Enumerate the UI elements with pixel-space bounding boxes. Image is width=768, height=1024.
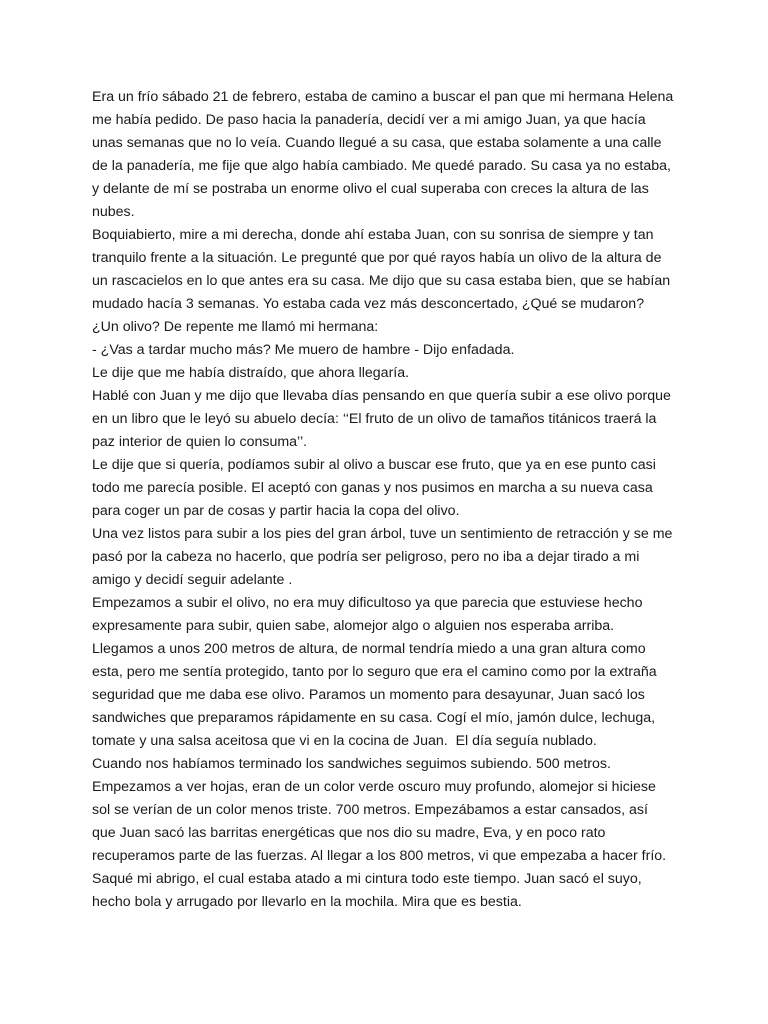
story-text	[92, 86, 692, 914]
text-line: pasó por la cabeza no hacerlo, que podría ser peligroso, pero no iba a dejar tirado a mi	[92, 549, 640, 565]
text-line: expresamente para subir, quien sabe, alomejor algo o alguien nos esperaba arriba.	[92, 618, 615, 634]
text-line: - ¿Vas a tardar mucho más? Me muero de hambre - Dijo enfadada.	[92, 342, 515, 358]
text-line: Hablé con Juan y me dijo que llevaba días pensando en que quería subir a ese olivo porque	[92, 388, 671, 404]
text-line: un rascacielos en lo que antes era su casa. Me dijo que su casa estaba bien, que se habían	[92, 273, 671, 289]
text-line: sol se verían de un color menos triste. 700 metros. Empezábamos a estar cansados, así	[92, 802, 648, 818]
text-line: esta, pero me sentía protegido, tanto por lo seguro que era el camino como por la extraña	[92, 664, 657, 680]
text-line: Boquiabierto, mire a mi derecha, donde ahí estaba Juan, con su sonrisa de siempre y tan	[92, 227, 654, 243]
text-line: mudado hacía 3 semanas. Yo estaba cada vez más desconcertado, ¿Qué se mudaron?	[92, 296, 645, 312]
text-line: unas semanas que no lo veía. Cuando llegué a su casa, que estaba solamente a una calle	[92, 135, 662, 151]
text-line: Le dije que me había distraído, que ahora llegaría.	[92, 365, 410, 381]
text-line: y delante de mí se postraba un enorme olivo el cual superaba con creces la altura de las	[92, 181, 649, 197]
text-line: ¿Un olivo? De repente me llamó mi hermana:	[92, 319, 379, 335]
text-line: para coger un par de cosas y partir hacia la copa del olivo.	[92, 503, 460, 519]
text-line: Llegamos a unos 200 metros de altura, de normal tendría miedo a una gran altura como	[92, 641, 646, 657]
text-line: Una vez listos para subir a los pies del gran árbol, tuve un sentimiento de retracción y se me	[92, 526, 673, 542]
text-line: hecho bola y arrugado por llevarlo en la mochila. Mira que es bestia.	[92, 894, 522, 910]
text-line: Saqué mi abrigo, el cual estaba atado a mi cintura todo este tiempo. Juan sacó el suyo,	[92, 871, 642, 887]
text-line: Cuando nos habíamos terminado los sandwiches seguimos subiendo. 500 metros.	[92, 756, 611, 772]
text-line: recuperamos parte de las fuerzas. Al llegar a los 800 metros, vi que empezaba a hacer frío.	[92, 848, 667, 864]
text-line: tranquilo frente a la situación. Le pregunté que por qué rayos había un olivo de la altura de	[92, 250, 662, 266]
text-line: nubes.	[92, 204, 135, 220]
text-line: sandwiches que preparamos rápidamente en su casa. Cogí el mío, jamón dulce, lechuga,	[92, 710, 656, 726]
text-line: Empezamos a subir el olivo, no era muy dificultoso ya que parecia que estuviese hecho	[92, 595, 643, 611]
text-line: seguridad que me daba ese olivo. Paramos un momento para desayunar, Juan sacó los	[92, 687, 645, 703]
text-line: en un libro que le leyó su abuelo decía: ‘‘El fruto de un olivo de tamaños titánicos traerá la	[92, 411, 657, 427]
text-line: paz interior de quien lo consuma’’.	[92, 434, 308, 450]
text-line: tomate y una salsa aceitosa que vi en la cocina de Juan. El día seguía nublado.	[92, 733, 597, 749]
text-line: me había pedido. De paso hacia la panadería, decidí ver a mi amigo Juan, ya que hacía	[92, 112, 646, 128]
text-line: Le dije que si quería, podíamos subir al olivo a buscar ese fruto, que ya en ese punto casi	[92, 457, 656, 473]
text-line: Empezamos a ver hojas, eran de un color verde oscuro muy profundo, alomejor si hiciese	[92, 779, 656, 795]
text-line: Era un frío sábado 21 de febrero, estaba de camino a buscar el pan que mi hermana Helena	[92, 89, 674, 105]
text-line: todo me parecía posible. El aceptó con ganas y nos pusimos en marcha a su nueva casa	[92, 480, 653, 496]
text-line: que Juan sacó las barritas energéticas que nos dio su madre, Eva, y en poco rato	[92, 825, 606, 841]
text-line: de la panadería, me fije que algo había cambiado. Me quedé parado. Su casa ya no estaba,	[92, 158, 671, 174]
text-line: amigo y decidí seguir adelante .	[92, 572, 293, 588]
